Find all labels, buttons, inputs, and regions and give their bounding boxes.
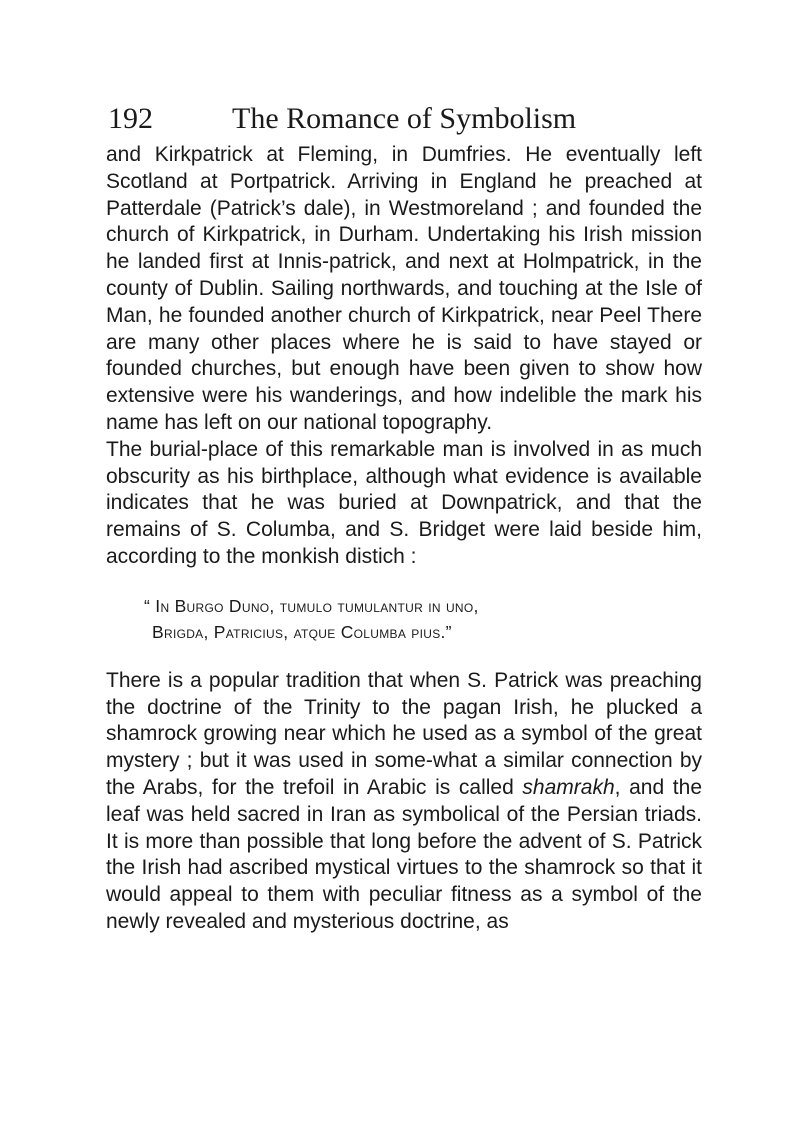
latin-distich-quote [106,593,702,646]
quote-line-2: Brigda, Patricius, atque Columba pius.” [152,622,452,643]
paragraph-2: The burial-place of this remarkable man is involved in as much obscurity as his birthplace, although what evidence is available indicates that he was buried at Downpatrick, and that the remains of S. Columba, and S. Bridget were laid beside him, according to the monkish distich : [106,437,702,568]
body-text [106,142,702,936]
italic-word-shamrakh: shamrakh [522,775,615,799]
paragraph-3 [106,668,702,936]
page-number: 192 [108,102,153,135]
paragraph-1: and Kirkpatrick at Fleming, in Dumfries. He eventually left Scotland at Portpatrick. Arriving in England he preached at Patterdale (Patrick’s dale), in Westmoreland ; and founded the church of Kirkpatrick, in Durham. Undertaking his Irish mission he landed first at Innis-patrick, and next at Holmpatrick, in the county of Dublin. Sailing northwards, and touching at the Isle of Man, he founded another church of Kirkpatrick, near Peel There are many other places where he is said to have stayed or founded churches, but enough have been given to show how extensive were his wanderings, and how indelible the mark his name has left on our national topography. [106,143,702,434]
paragraph-3-part-1: There is a popular tradition that when S. Patrick was preaching the doctrine of the Trinity to the pagan Irish, he plucked a shamrock growing near which he used as a symbol of the great mystery ; but it was used in some-what a similar connection by the Arabs, for the trefoil in Arabic is called [106,668,702,799]
quote-line-1: “ In Burgo Duno, tumulo tumulantur in uno, [144,595,479,616]
paragraph-3-part-2: , and the leaf was held sacred in Iran as symbolical of the Persian triads. It is more than possible that long before the advent of S. Patrick the Irish had ascribed mystical virtues to the shamrock so that it would appeal to them with peculiar fitness as a symbol of the newly revealed and mysterious doctrine, as [106,775,702,933]
page-title: The Romance of Symbolism [232,102,577,135]
running-head [108,96,702,142]
